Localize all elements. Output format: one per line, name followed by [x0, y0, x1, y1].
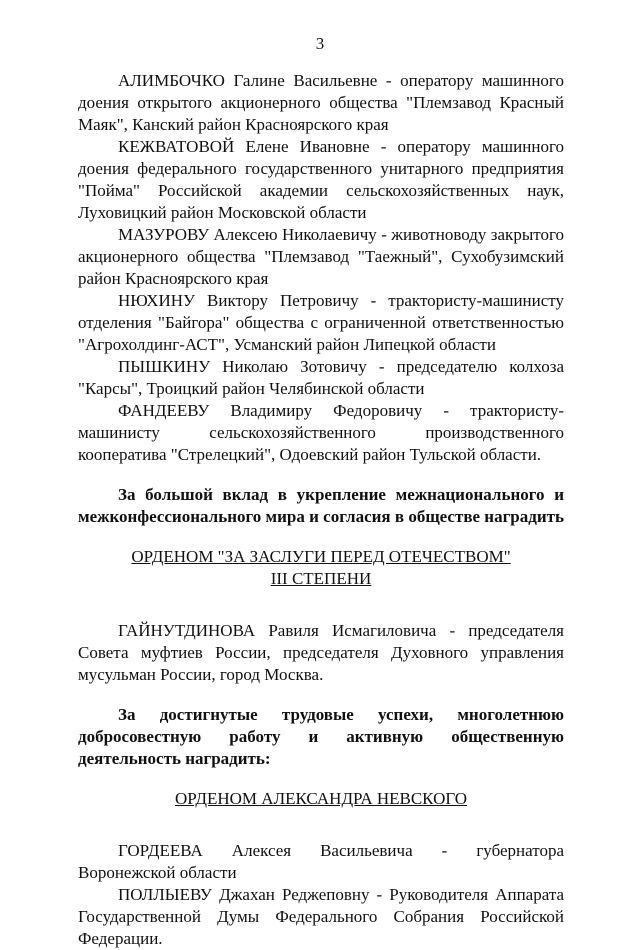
award-entry [78, 840, 564, 884]
award-entry [78, 884, 564, 950]
recipient-name: ГАЙНУТДИНОВА [118, 621, 256, 640]
decree-text: За большой вклад в укрепление межнационального и межконфессионального мира и согласия в обществе наградить [78, 485, 564, 526]
recipient-details: Алексею Николаевичу - животноводу закрытого акционерного общества "Племзавод "Таежный", Сухобузимский район Красноярского края [78, 225, 564, 288]
recipient-details: Елене Ивановне - оператору машинного доения федерального государственного унитарного предприятия "Пойма" Российской академии сельскохозяйственных наук, Луховицкий район Московской области [78, 137, 564, 222]
recipient-name: ГОРДЕЕВА [118, 841, 203, 860]
decree-text: За достигнутые трудовые успехи, многолетнюю добросовестную работу и активную общественную деятельность наградить: [78, 705, 564, 768]
recipient-name: АЛИМБОЧКО [118, 71, 225, 90]
award-entry [78, 290, 564, 356]
recipient-name: КЕЖВАТОВОЙ [118, 137, 235, 156]
award-entry [78, 400, 564, 466]
document-body [78, 70, 564, 950]
recipient-name: ПЫШКИНУ [118, 357, 211, 376]
recipient-details: Галине Васильевне - оператору машинного доения открытого акционерного общества "Племзавод Красный Маяк", Канский район Красноярского края [78, 71, 564, 134]
order-title: ОРДЕНОМ "ЗА ЗАСЛУГИ ПЕРЕД ОТЕЧЕСТВОМ" [131, 547, 511, 566]
recipient-name: НЮХИНУ [118, 291, 196, 310]
recipient-details: Алексея Васильевича - губернатора Воронежской области [78, 841, 564, 882]
recipient-name: ФАНДЕЕВУ [118, 401, 210, 420]
recipient-details: Равиля Исмагиловича - председателя Совета муфтиев России, председателя Духовного управления мусульман России, город Москва. [78, 621, 564, 684]
award-entry [78, 620, 564, 686]
recipient-name: ПОЛЛЫЕВУ [118, 885, 212, 904]
order-title: ОРДЕНОМ АЛЕКСАНДРА НЕВСКОГО [174, 789, 468, 808]
recipient-details: Виктору Петровичу - трактористу-машинисту отделения "Байгора" общества с ограниченной ответственностью "Агрохолдинг-АСТ", Усманский район Липецкой области [78, 291, 564, 354]
award-entry [78, 224, 564, 290]
recipient-details: Джахан Реджеповну - Руководителя Аппарата Государственной Думы Федерального Собрания Российской Федерации. [78, 885, 564, 948]
recipient-details: Владимиру Федоровичу - трактористу-машинисту сельскохозяйственного производственного кооператива "Стрелецкий", Одоевский район Тульской области. [78, 401, 564, 464]
award-entry [78, 70, 564, 136]
recipient-name: МАЗУРОВУ [118, 225, 210, 244]
award-entry [78, 356, 564, 400]
recipient-details: Николаю Зотовичу - председателю колхоза "Карсы", Троицкий район Челябинской области [78, 357, 564, 398]
order-degree: III СТЕПЕНИ [270, 569, 372, 588]
page-number: 3 [315, 34, 325, 53]
award-entry [78, 136, 564, 224]
